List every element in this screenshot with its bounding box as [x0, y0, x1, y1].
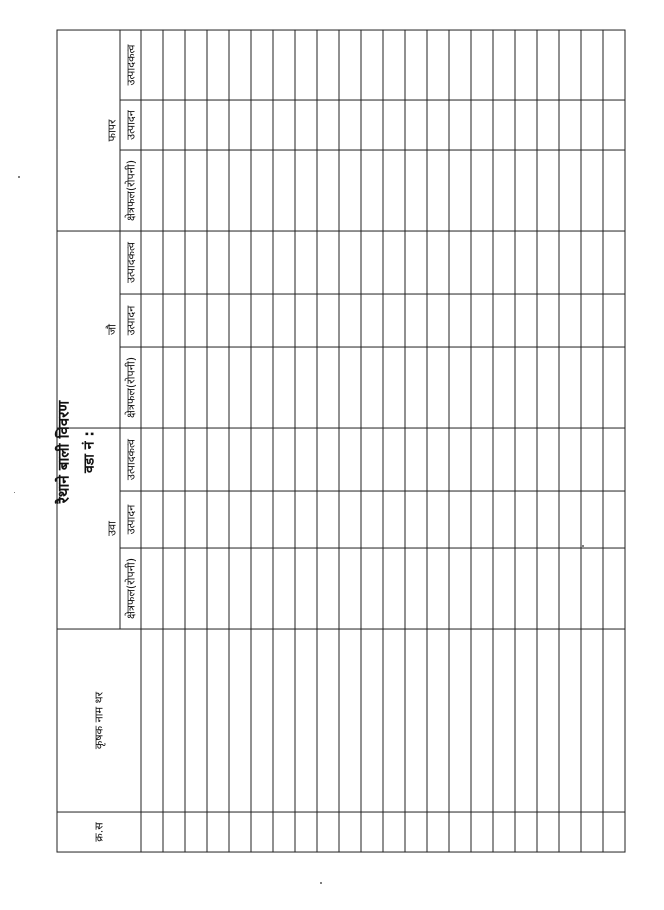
table-cell[interactable] — [339, 812, 361, 852]
table-cell[interactable] — [581, 150, 603, 231]
table-cell[interactable] — [361, 812, 383, 852]
table-cell[interactable] — [361, 150, 383, 231]
table-row — [295, 30, 317, 852]
table-cell[interactable] — [581, 100, 603, 150]
table-cell[interactable] — [339, 294, 361, 347]
table-cell[interactable] — [339, 491, 361, 548]
table-cell[interactable] — [273, 548, 295, 629]
scan-speck — [18, 176, 20, 178]
table-cell[interactable] — [493, 812, 515, 852]
table-cell[interactable] — [383, 100, 405, 150]
table-cell[interactable] — [207, 491, 229, 548]
table-cell[interactable] — [229, 812, 251, 852]
table-cell[interactable] — [141, 548, 163, 629]
table-cell[interactable] — [559, 231, 581, 294]
table-cell[interactable] — [449, 150, 471, 231]
table-row — [427, 30, 449, 852]
table-row — [471, 30, 493, 852]
table-cell[interactable] — [361, 294, 383, 347]
table-cell[interactable] — [251, 100, 273, 150]
table-cell[interactable] — [273, 428, 295, 491]
table-cell[interactable] — [273, 30, 295, 100]
table-cell[interactable] — [449, 294, 471, 347]
table-cell[interactable] — [515, 231, 537, 294]
table-cell[interactable] — [295, 491, 317, 548]
table-cell[interactable] — [251, 30, 273, 100]
table-cell[interactable] — [449, 548, 471, 629]
table-body — [141, 30, 625, 852]
table-cell[interactable] — [581, 347, 603, 428]
table-cell[interactable] — [229, 347, 251, 428]
table-cell[interactable] — [581, 629, 603, 812]
table-cell[interactable] — [229, 491, 251, 548]
table-cell[interactable] — [427, 428, 449, 491]
table-cell[interactable] — [449, 347, 471, 428]
table-cell[interactable] — [383, 294, 405, 347]
table-cell[interactable] — [603, 548, 625, 629]
table-cell[interactable] — [251, 491, 273, 548]
table-cell[interactable] — [339, 629, 361, 812]
table-cell[interactable] — [603, 629, 625, 812]
table-row — [559, 30, 581, 852]
crop-header-spacer-3 — [57, 30, 104, 231]
table-cell[interactable] — [185, 347, 207, 428]
table-cell[interactable] — [383, 150, 405, 231]
table-cell[interactable] — [515, 491, 537, 548]
table-cell[interactable] — [383, 548, 405, 629]
table-cell[interactable] — [317, 100, 339, 150]
table-row — [273, 30, 295, 852]
table-cell[interactable] — [141, 491, 163, 548]
table-cell[interactable] — [383, 347, 405, 428]
table-row — [515, 30, 537, 852]
table-cell[interactable] — [559, 491, 581, 548]
table-cell[interactable] — [515, 347, 537, 428]
table-cell[interactable] — [405, 30, 427, 100]
table-cell[interactable] — [471, 491, 493, 548]
table-cell[interactable] — [603, 491, 625, 548]
table-cell[interactable] — [273, 491, 295, 548]
area-header: क्षेत्रफल(रोपनी) — [120, 347, 141, 428]
table-cell[interactable] — [493, 548, 515, 629]
table-cell[interactable] — [251, 428, 273, 491]
table-cell[interactable] — [361, 629, 383, 812]
table-cell[interactable] — [229, 150, 251, 231]
table-cell[interactable] — [471, 629, 493, 812]
table-cell[interactable] — [251, 548, 273, 629]
table-cell[interactable] — [449, 100, 471, 150]
table-cell[interactable] — [405, 428, 427, 491]
table-cell[interactable] — [361, 428, 383, 491]
table-cell[interactable] — [361, 100, 383, 150]
table-cell[interactable] — [405, 629, 427, 812]
table-cell[interactable] — [471, 347, 493, 428]
table-cell[interactable] — [185, 150, 207, 231]
serial-header: क्र.स — [57, 812, 141, 852]
table-cell[interactable] — [537, 150, 559, 231]
table-cell[interactable] — [317, 294, 339, 347]
table-cell[interactable] — [515, 629, 537, 812]
area-header: क्षेत्रफल(रोपनी) — [120, 548, 141, 629]
table-cell[interactable] — [163, 100, 185, 150]
table-cell[interactable] — [559, 812, 581, 852]
table-cell[interactable] — [493, 30, 515, 100]
table-cell[interactable] — [515, 150, 537, 231]
table-cell[interactable] — [141, 231, 163, 294]
table-cell[interactable] — [295, 629, 317, 812]
table-cell[interactable] — [537, 629, 559, 812]
table-cell[interactable] — [229, 30, 251, 100]
table-cell[interactable] — [493, 231, 515, 294]
table-cell[interactable] — [471, 30, 493, 100]
area-header: क्षेत्रफल(रोपनी) — [120, 150, 141, 231]
table-row — [163, 30, 185, 852]
table-cell[interactable] — [163, 347, 185, 428]
table-cell[interactable] — [251, 347, 273, 428]
table-cell[interactable] — [383, 231, 405, 294]
table-cell[interactable] — [493, 100, 515, 150]
table-cell[interactable] — [449, 30, 471, 100]
table-cell[interactable] — [141, 428, 163, 491]
table-cell[interactable] — [141, 629, 163, 812]
table-row — [581, 30, 603, 852]
table-cell[interactable] — [405, 294, 427, 347]
table-row — [361, 30, 383, 852]
table-cell[interactable] — [361, 548, 383, 629]
table-cell[interactable] — [295, 428, 317, 491]
table-cell[interactable] — [449, 812, 471, 852]
table-cell[interactable] — [449, 491, 471, 548]
table-cell[interactable] — [185, 548, 207, 629]
table-cell[interactable] — [317, 812, 339, 852]
table-cell[interactable] — [383, 428, 405, 491]
table-cell[interactable] — [603, 428, 625, 491]
table-cell[interactable] — [185, 100, 207, 150]
table-cell[interactable] — [229, 629, 251, 812]
table-cell[interactable] — [581, 812, 603, 852]
table-cell[interactable] — [427, 150, 449, 231]
table-cell[interactable] — [251, 294, 273, 347]
table-cell[interactable] — [471, 548, 493, 629]
table-cell[interactable] — [471, 150, 493, 231]
table-cell[interactable] — [317, 491, 339, 548]
table-row — [339, 30, 361, 852]
table-cell[interactable] — [273, 100, 295, 150]
table-cell[interactable] — [229, 231, 251, 294]
table-cell[interactable] — [471, 812, 493, 852]
form-title: रैथाने बाली विवरण — [54, 400, 73, 504]
table-row — [141, 30, 163, 852]
table-cell[interactable] — [207, 150, 229, 231]
table-cell[interactable] — [317, 548, 339, 629]
table-cell[interactable] — [537, 548, 559, 629]
table-cell[interactable] — [141, 812, 163, 852]
table-cell[interactable] — [361, 231, 383, 294]
table-cell[interactable] — [185, 294, 207, 347]
productivity-header: उत्पादकत्व — [120, 231, 141, 294]
table-cell[interactable] — [603, 812, 625, 852]
table-cell[interactable] — [229, 294, 251, 347]
table-cell[interactable] — [603, 231, 625, 294]
table-cell[interactable] — [251, 629, 273, 812]
table-cell[interactable] — [405, 347, 427, 428]
table-cell[interactable] — [603, 150, 625, 231]
ward-number-label: वडा नं : — [81, 430, 98, 474]
table-row — [207, 30, 229, 852]
table-cell[interactable] — [163, 150, 185, 231]
table-cell[interactable] — [185, 491, 207, 548]
farmer-name-header: कृषक नाम थर — [57, 629, 141, 812]
table-cell[interactable] — [163, 231, 185, 294]
table-cell[interactable] — [317, 347, 339, 428]
table-cell[interactable] — [427, 30, 449, 100]
table-cell[interactable] — [251, 812, 273, 852]
table-cell[interactable] — [163, 491, 185, 548]
table-cell[interactable] — [515, 100, 537, 150]
table-cell[interactable] — [185, 812, 207, 852]
table-cell[interactable] — [581, 30, 603, 100]
table-cell[interactable] — [229, 548, 251, 629]
table-cell[interactable] — [141, 30, 163, 100]
table-cell[interactable] — [273, 629, 295, 812]
table-cell[interactable] — [163, 30, 185, 100]
table-cell[interactable] — [515, 294, 537, 347]
crop-header-phapar: फापर — [104, 30, 121, 231]
table-cell[interactable] — [207, 629, 229, 812]
table-cell[interactable] — [207, 30, 229, 100]
table-cell[interactable] — [163, 428, 185, 491]
table-cell[interactable] — [537, 30, 559, 100]
table-cell[interactable] — [339, 428, 361, 491]
table-cell[interactable] — [207, 812, 229, 852]
table-cell[interactable] — [185, 629, 207, 812]
table-cell[interactable] — [603, 347, 625, 428]
table-cell[interactable] — [185, 428, 207, 491]
table-cell[interactable] — [493, 428, 515, 491]
scan-speck — [582, 545, 584, 547]
table-cell[interactable] — [559, 150, 581, 231]
table-cell[interactable] — [273, 150, 295, 231]
table-cell[interactable] — [295, 812, 317, 852]
table-cell[interactable] — [163, 629, 185, 812]
table-cell[interactable] — [559, 629, 581, 812]
table-cell[interactable] — [383, 491, 405, 548]
table-cell[interactable] — [493, 150, 515, 231]
table-cell[interactable] — [317, 629, 339, 812]
table-row — [493, 30, 515, 852]
table-cell[interactable] — [317, 231, 339, 294]
table-cell[interactable] — [449, 231, 471, 294]
table-cell[interactable] — [273, 812, 295, 852]
table-cell[interactable] — [295, 30, 317, 100]
table-cell[interactable] — [163, 812, 185, 852]
table-cell[interactable] — [405, 231, 427, 294]
table-cell[interactable] — [427, 231, 449, 294]
table-cell[interactable] — [383, 629, 405, 812]
table-cell[interactable] — [273, 294, 295, 347]
table-cell[interactable] — [317, 30, 339, 100]
table-cell[interactable] — [207, 294, 229, 347]
table-cell[interactable] — [251, 150, 273, 231]
table-cell[interactable] — [361, 347, 383, 428]
table-cell[interactable] — [559, 30, 581, 100]
table-cell[interactable] — [251, 231, 273, 294]
table-cell[interactable] — [185, 231, 207, 294]
table-cell[interactable] — [339, 30, 361, 100]
table-cell[interactable] — [493, 347, 515, 428]
table-cell[interactable] — [339, 231, 361, 294]
table-cell[interactable] — [427, 491, 449, 548]
table-cell[interactable] — [515, 30, 537, 100]
table-cell[interactable] — [207, 231, 229, 294]
productivity-header: उत्पादकत्व — [120, 30, 141, 100]
scan-speck — [14, 492, 15, 493]
table-cell[interactable] — [603, 30, 625, 100]
table-cell[interactable] — [427, 629, 449, 812]
crop-header-uwa: उवा — [104, 428, 121, 629]
table-cell[interactable] — [185, 30, 207, 100]
table-cell[interactable] — [339, 150, 361, 231]
table-cell[interactable] — [383, 30, 405, 100]
table-cell[interactable] — [405, 812, 427, 852]
table-cell[interactable] — [141, 294, 163, 347]
table-cell[interactable] — [581, 231, 603, 294]
table-cell[interactable] — [317, 428, 339, 491]
table-cell[interactable] — [273, 347, 295, 428]
table-row — [537, 30, 559, 852]
table-cell[interactable] — [537, 231, 559, 294]
table-cell[interactable] — [361, 30, 383, 100]
table-row — [229, 30, 251, 852]
table-cell[interactable] — [537, 491, 559, 548]
crop-table — [57, 29, 626, 852]
table-cell[interactable] — [471, 231, 493, 294]
production-header: उत्पादन — [120, 100, 141, 150]
table-cell[interactable] — [537, 428, 559, 491]
table-cell[interactable] — [427, 548, 449, 629]
table-cell[interactable] — [559, 548, 581, 629]
table-cell[interactable] — [493, 294, 515, 347]
table-cell[interactable] — [339, 347, 361, 428]
table-cell[interactable] — [559, 347, 581, 428]
table-cell[interactable] — [405, 548, 427, 629]
table-cell[interactable] — [295, 294, 317, 347]
table-row — [449, 30, 471, 852]
table-cell[interactable] — [207, 428, 229, 491]
production-header: उत्पादन — [120, 491, 141, 548]
table-cell[interactable] — [317, 150, 339, 231]
table-cell[interactable] — [449, 629, 471, 812]
table-cell[interactable] — [559, 100, 581, 150]
table-row — [603, 30, 625, 852]
table-cell[interactable] — [537, 812, 559, 852]
table-cell[interactable] — [295, 231, 317, 294]
table-cell[interactable] — [163, 294, 185, 347]
table-cell[interactable] — [515, 548, 537, 629]
table-cell[interactable] — [141, 347, 163, 428]
scan-speck — [320, 882, 322, 884]
table-cell[interactable] — [449, 428, 471, 491]
table-cell[interactable] — [163, 548, 185, 629]
table-cell[interactable] — [559, 294, 581, 347]
crop-header-spacer-2 — [57, 231, 104, 428]
table-cell[interactable] — [603, 294, 625, 347]
table-cell[interactable] — [273, 231, 295, 294]
table-cell[interactable] — [493, 491, 515, 548]
table-cell[interactable] — [295, 548, 317, 629]
table-cell[interactable] — [427, 347, 449, 428]
table-cell[interactable] — [207, 100, 229, 150]
table-cell[interactable] — [493, 629, 515, 812]
table-cell[interactable] — [471, 100, 493, 150]
table-cell[interactable] — [603, 100, 625, 150]
table-cell[interactable] — [515, 812, 537, 852]
table-cell[interactable] — [581, 491, 603, 548]
table-cell[interactable] — [471, 428, 493, 491]
table-cell[interactable] — [427, 812, 449, 852]
table-cell[interactable] — [295, 100, 317, 150]
table-cell[interactable] — [427, 294, 449, 347]
crop-details-form — [57, 29, 626, 852]
table-cell[interactable] — [405, 150, 427, 231]
table-cell[interactable] — [405, 491, 427, 548]
table-cell[interactable] — [229, 428, 251, 491]
table-cell[interactable] — [537, 100, 559, 150]
table-cell[interactable] — [405, 100, 427, 150]
crop-header-jau: जौ — [104, 231, 121, 428]
table-cell[interactable] — [207, 347, 229, 428]
table-cell[interactable] — [229, 100, 251, 150]
table-cell[interactable] — [537, 347, 559, 428]
table-cell[interactable] — [581, 548, 603, 629]
table-cell[interactable] — [537, 294, 559, 347]
table-cell[interactable] — [339, 548, 361, 629]
table-cell[interactable] — [339, 100, 361, 150]
table-cell[interactable] — [295, 347, 317, 428]
productivity-header: उत्पादकत्व — [120, 428, 141, 491]
table-cell[interactable] — [581, 428, 603, 491]
table-row — [251, 30, 273, 852]
table-cell[interactable] — [361, 491, 383, 548]
production-header: उत्पादन — [120, 294, 141, 347]
table-cell[interactable] — [559, 428, 581, 491]
table-cell[interactable] — [207, 548, 229, 629]
table-row — [405, 30, 427, 852]
table-row — [185, 30, 207, 852]
table-cell[interactable] — [141, 150, 163, 231]
table-cell[interactable] — [515, 428, 537, 491]
table-cell[interactable] — [427, 100, 449, 150]
table-cell[interactable] — [295, 150, 317, 231]
table-cell[interactable] — [581, 294, 603, 347]
table-cell[interactable] — [383, 812, 405, 852]
table-row — [383, 30, 405, 852]
table-cell[interactable] — [471, 294, 493, 347]
table-row — [317, 30, 339, 852]
table-cell[interactable] — [141, 100, 163, 150]
crop-header-spacer-1 — [57, 428, 104, 629]
